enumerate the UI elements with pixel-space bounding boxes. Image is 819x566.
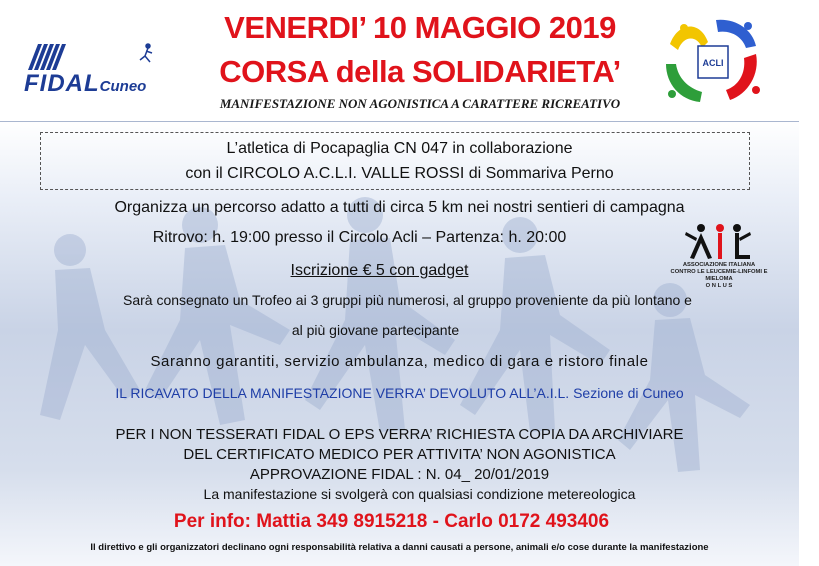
event-subtitle: MANIFESTAZIONE NON AGONISTICA A CARATTERE RICREATIVO xyxy=(219,96,621,111)
fidal-stripes-icon xyxy=(24,40,164,74)
fidal-wordmark xyxy=(24,70,146,98)
event-date-title: VENERDI’ 10 MAGGIO 2019 xyxy=(224,10,616,45)
notice-line-1: PER I NON TESSERATI FIDAL O EPS VERRA’ RICHIESTA COPIA DA ARCHIVIARE xyxy=(115,426,684,443)
notice-line-2: DEL CERTIFICATO MEDICO PER ATTIVITA’ NON AGONISTICA xyxy=(183,446,616,463)
ail-caption-line-2: CONTRO LE LEUCEMIE-LINFOMI E MIELOMA xyxy=(670,269,768,282)
contact-info: Per info: Mattia 349 8915218 - Carlo 0172 493406 xyxy=(173,511,610,532)
fidal-logo xyxy=(24,40,164,102)
ail-caption-line-1: ASSOCIAZIONE ITALIANA xyxy=(682,262,756,268)
header xyxy=(0,0,799,124)
acli-hands-logo xyxy=(660,14,765,109)
proceeds-line: IL RICAVATO DELLA MANIFESTAZIONE VERRA’ DEVOLUTO ALL’A.I.L. Sezione di Cuneo xyxy=(115,385,684,401)
header-divider xyxy=(0,121,799,122)
weather-line: La manifestazione si svolgerà con qualsiasi condizione metereologica xyxy=(203,486,636,502)
approval-line: APPROVAZIONE FIDAL : N. 04_ 20/01/2019 xyxy=(249,466,550,483)
trophy-line-1: Sarà consegnato un Trofeo ai 3 gruppi più numerosi, al gruppo proveniente da più lontano e xyxy=(123,292,692,308)
fidal-logo-sub: Cuneo xyxy=(99,78,147,95)
acli-logo-label: ACLI xyxy=(702,58,724,68)
disclaimer: Il direttivo e gli organizzatori declinano ogni responsabilità relativa a danni causati a persone, animali e/o cose durante la manifestazione xyxy=(90,542,709,553)
meeting-time: Ritrovo: h. 19:00 presso il Circolo Acli – Partenza: h. 20:00 xyxy=(152,229,567,246)
services-line: Saranno garantiti, servizio ambulanza, medico di gara e ristoro finale xyxy=(150,353,649,370)
event-name-title: CORSA della SOLIDARIETA’ xyxy=(219,54,621,89)
ail-caption xyxy=(664,262,774,290)
ail-caption-line-3: O N L U S xyxy=(705,283,733,289)
organizer-line-2: con il CIRCOLO A.C.L.I. VALLE ROSSI di Sommariva Perno xyxy=(185,165,614,182)
fidal-logo-main: FIDAL xyxy=(24,70,100,97)
trophy-line-2: al più giovane partecipante xyxy=(291,322,460,338)
registration-fee: Iscrizione € 5 con gadget xyxy=(290,262,469,279)
organizer-line-1: L’atletica di Pocapaglia CN 047 in collaborazione xyxy=(226,140,573,157)
course-description: Organizza un percorso adatto a tutti di circa 5 km nei nostri sentieri di campagna xyxy=(114,199,685,216)
